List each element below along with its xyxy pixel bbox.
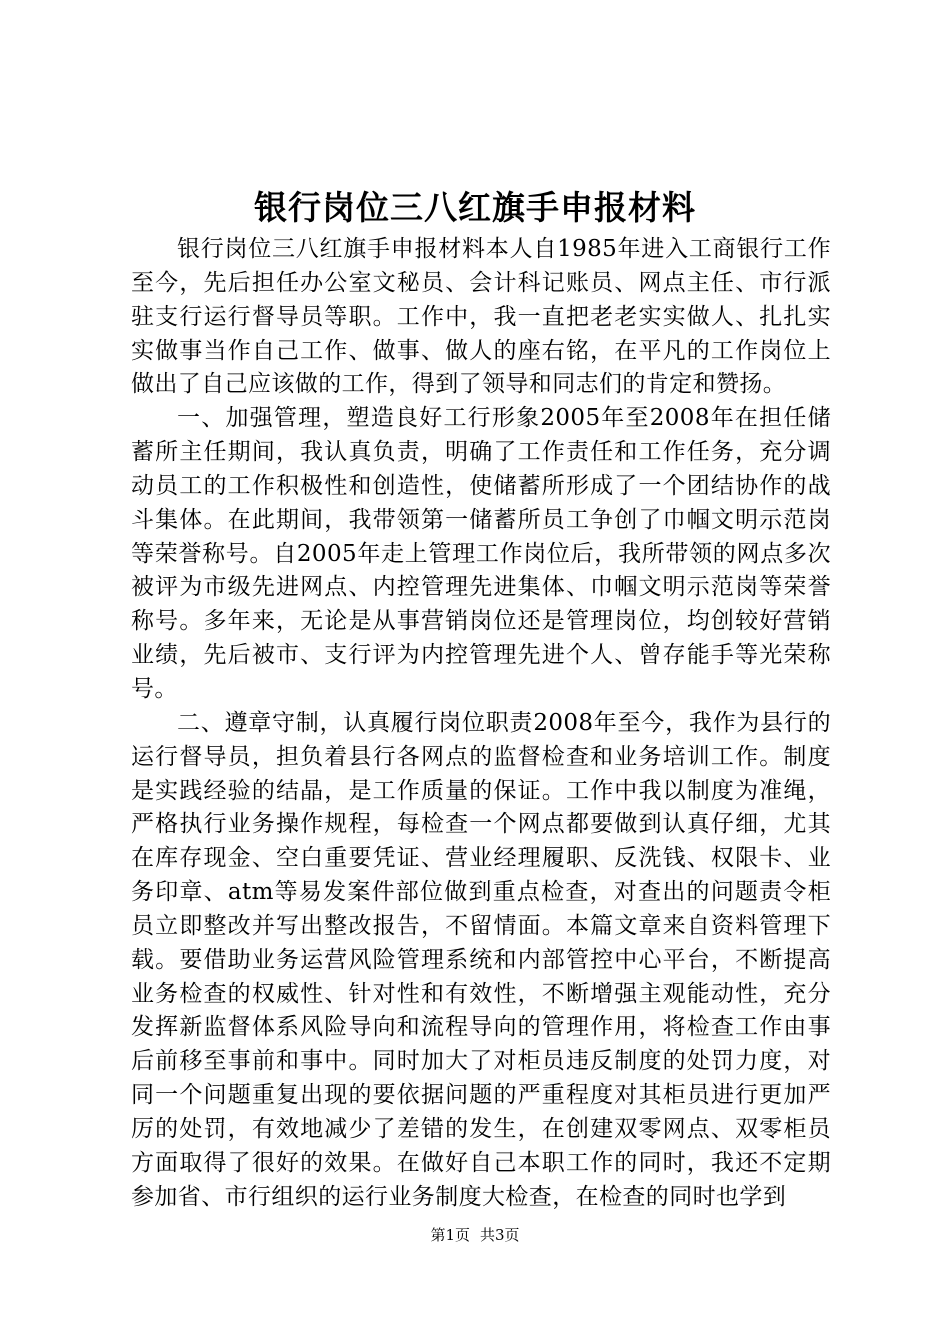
page-number: 第1页 xyxy=(430,1226,470,1244)
document-title: 银行岗位三八红旗手申报材料 xyxy=(254,188,696,227)
paragraph-management: 一、加强管理，塑造良好工行形象2005年至2008年在担任储蓄所主任期间，我认真负责，明确了工作责任和工作任务，充分调动员工的工作积极性和创造性，使储蓄所形成了一个团结协作的战斗集体。在此期间，我带领第一储蓄所员工争创了巾帼文明示范岗等荣誉称号。自2005年走上管理工作岗位后，我所带领的网点多次被评为市级先进网点、内控管理先进集体、巾帼文明示范岗等荣誉称号。多年来，无论是从事营销岗位还是管理岗位，均创较好营销业绩，先后被市、支行评为内控管理先进个人、曾存能手等光荣称号。 xyxy=(131,405,831,702)
page-footer xyxy=(0,1224,950,1246)
document-body xyxy=(131,233,831,1214)
paragraph-intro: 银行岗位三八红旗手申报材料本人自1985年进入工商银行工作至今，先后担任办公室文秘员、会计科记账员、网点主任、市行派驻支行运行督导员等职。工作中，我一直把老老实实做人、扎扎实实做事当作自己工作、做事、做人的座右铭，在平凡的工作岗位上做出了自己应该做的工作，得到了领导和同志们的肯定和赞扬。 xyxy=(131,236,831,398)
page-total: 共3页 xyxy=(480,1226,520,1244)
paragraph-compliance: 二、遵章守制，认真履行岗位职责2008年至今，我作为县行的运行督导员，担负着县行各网点的监督检查和业务培训工作。制度是实践经验的结晶，是工作质量的保证。工作中我以制度为准绳，严格执行业务操作规程，每检查一个网点都要做到认真仔细，尤其在库存现金、空白重要凭证、营业经理履职、反洗钱、权限卡、业务印章、atm等易发案件部位做到重点检查，对查出的问题责令柜员立即整改并写出整改报告，不留情面。本篇文章来自资料管理下载。要借助业务运营风险管理系统和内部管控中心平台，不断提高业务检查的权威性、针对性和有效性，不断增强主观能动性，充分发挥新监督体系风险导向和流程导向的管理作用，将检查工作由事后前移至事前和事中。同时加大了对柜员违反制度的处罚力度，对同一个问题重复出现的要依据问题的严重程度对其柜员进行更加严厉的处罚，有效地减少了差错的发生，在创建双零网点、双零柜员方面取得了很好的效果。在做好自己本职工作的同时，我还不定期参加省、市行组织的运行业务制度大检查，在检查的同时也学到 xyxy=(131,709,831,1210)
